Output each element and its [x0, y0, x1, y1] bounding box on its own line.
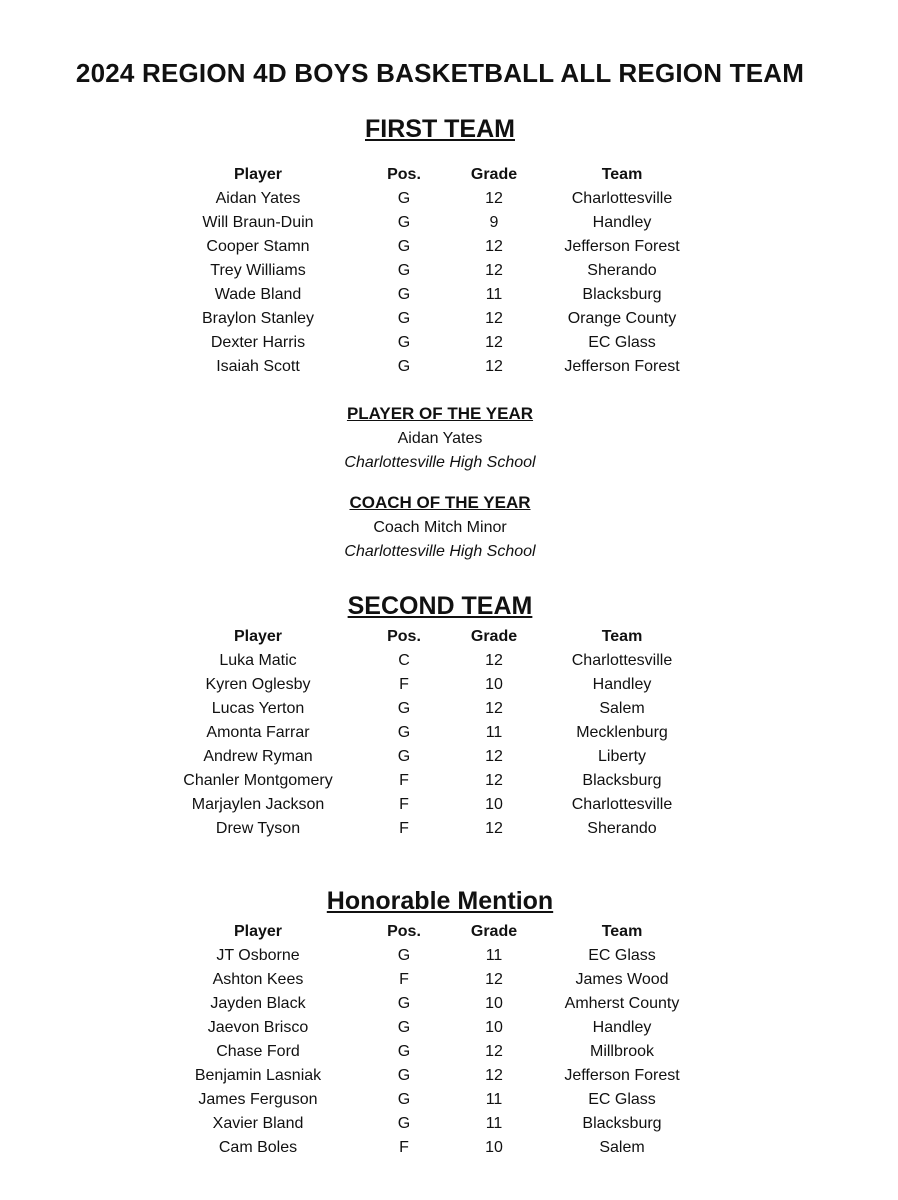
table-row	[0, 310, 898, 334]
player-team: Jefferson Forest	[564, 238, 680, 255]
player-grade: 12	[485, 971, 503, 988]
table-row	[0, 1115, 898, 1139]
player-position: G	[397, 238, 411, 255]
table-row	[0, 820, 898, 844]
player-position: G	[397, 1043, 411, 1060]
player-grade: 12	[485, 358, 503, 375]
player-grade: 12	[485, 1043, 503, 1060]
player-name: Luka Matic	[219, 652, 297, 669]
player-team: Mecklenburg	[576, 724, 668, 741]
player-name: Will Braun-Duin	[202, 214, 314, 231]
column-header-team: Team	[601, 166, 643, 183]
player-team: EC Glass	[588, 947, 656, 964]
player-position: G	[397, 995, 411, 1012]
player-name: Marjaylen Jackson	[191, 796, 325, 813]
second-team-table	[0, 628, 898, 844]
player-grade: 12	[485, 652, 503, 669]
player-grade: 12	[485, 820, 503, 837]
player-position: G	[397, 947, 411, 964]
table-row	[0, 995, 898, 1019]
second-team-heading: SECOND TEAM	[347, 592, 533, 620]
player-team: Sherando	[587, 262, 657, 279]
player-team: Millbrook	[589, 1043, 654, 1060]
player-grade: 12	[485, 1067, 503, 1084]
first-team-heading: FIRST TEAM	[365, 115, 515, 143]
player-grade: 10	[485, 1019, 503, 1036]
player-grade: 10	[485, 995, 503, 1012]
player-grade: 11	[485, 947, 503, 964]
player-name: Aidan Yates	[215, 190, 301, 207]
column-header-pos: Pos.	[387, 628, 421, 645]
column-header-pos: Pos.	[387, 923, 421, 940]
player-grade: 12	[485, 748, 503, 765]
player-name: Chanler Montgomery	[183, 772, 333, 789]
player-position: G	[397, 1019, 411, 1036]
player-position: F	[399, 971, 409, 988]
player-name: Braylon Stanley	[201, 310, 315, 327]
column-header-grade: Grade	[470, 923, 518, 940]
table-row	[0, 1067, 898, 1091]
column-header-pos: Pos.	[387, 166, 421, 183]
player-name: Trey Williams	[210, 262, 306, 279]
player-grade: 11	[485, 286, 503, 303]
player-team: Blacksburg	[582, 1115, 662, 1132]
player-team: James Wood	[575, 971, 669, 988]
player-grade: 10	[485, 796, 503, 813]
player-grade: 10	[485, 676, 503, 693]
player-position: F	[399, 772, 409, 789]
player-team: Liberty	[597, 748, 647, 765]
player-team: Handley	[592, 214, 652, 231]
player-team: Salem	[599, 1139, 645, 1156]
player-team: Handley	[592, 1019, 652, 1036]
player-position: G	[397, 358, 411, 375]
column-header-grade: Grade	[470, 166, 518, 183]
column-header-player: Player	[233, 923, 283, 940]
player-team: Sherando	[587, 820, 657, 837]
player-position: F	[399, 676, 409, 693]
player-position: C	[398, 652, 410, 669]
table-row	[0, 238, 898, 262]
player-position: G	[397, 286, 411, 303]
player-of-year-school: Charlottesville High School	[344, 454, 536, 471]
player-position: G	[397, 1067, 411, 1084]
player-position: G	[397, 310, 411, 327]
player-grade: 12	[485, 772, 503, 789]
player-grade: 10	[485, 1139, 503, 1156]
honorable-mention-heading: Honorable Mention	[326, 887, 554, 915]
player-team: EC Glass	[588, 334, 656, 351]
player-grade: 11	[485, 1115, 503, 1132]
player-team: Orange County	[567, 310, 677, 327]
player-name: Cam Boles	[218, 1139, 298, 1156]
player-team: Salem	[599, 700, 645, 717]
player-position: F	[399, 820, 409, 837]
player-name: Kyren Oglesby	[205, 676, 311, 693]
player-position: F	[399, 796, 409, 813]
player-name: Amonta Farrar	[206, 724, 310, 741]
player-team: Handley	[592, 676, 652, 693]
table-row	[0, 947, 898, 971]
player-position: G	[397, 748, 411, 765]
player-position: F	[399, 1139, 409, 1156]
player-grade: 11	[485, 1091, 503, 1108]
honorable-mention-table	[0, 923, 898, 1163]
player-grade: 12	[485, 310, 503, 327]
page-title: 2024 REGION 4D BOYS BASKETBALL ALL REGION TEAM	[75, 58, 805, 88]
table-row	[0, 676, 898, 700]
player-team: Blacksburg	[582, 286, 662, 303]
table-header	[0, 166, 898, 190]
player-position: G	[397, 1115, 411, 1132]
player-team: Charlottesville	[571, 652, 673, 669]
table-row	[0, 1043, 898, 1067]
table-row	[0, 334, 898, 358]
table-row	[0, 652, 898, 676]
column-header-team: Team	[601, 628, 643, 645]
player-team: Jefferson Forest	[564, 358, 680, 375]
table-row	[0, 700, 898, 724]
table-header	[0, 628, 898, 652]
player-position: G	[397, 334, 411, 351]
player-name: JT Osborne	[216, 947, 300, 964]
player-team: Jefferson Forest	[564, 1067, 680, 1084]
table-header	[0, 923, 898, 947]
player-team: Charlottesville	[571, 190, 673, 207]
table-row	[0, 772, 898, 796]
player-grade: 12	[485, 238, 503, 255]
player-name: Xavier Bland	[212, 1115, 304, 1132]
coach-of-year-heading: COACH OF THE YEAR	[349, 493, 531, 512]
player-name: Lucas Yerton	[211, 700, 305, 717]
player-name: Andrew Ryman	[203, 748, 313, 765]
player-position: G	[397, 1091, 411, 1108]
player-name: Dexter Harris	[210, 334, 306, 351]
table-row	[0, 748, 898, 772]
table-row	[0, 796, 898, 820]
player-grade: 12	[485, 190, 503, 207]
player-grade: 12	[485, 334, 503, 351]
player-name: James Ferguson	[198, 1091, 318, 1108]
player-position: G	[397, 700, 411, 717]
column-header-team: Team	[601, 923, 643, 940]
player-name: Cooper Stamn	[206, 238, 310, 255]
player-name: Chase Ford	[216, 1043, 300, 1060]
player-team: Blacksburg	[582, 772, 662, 789]
player-name: Wade Bland	[214, 286, 302, 303]
player-name: Jaevon Brisco	[207, 1019, 309, 1036]
player-position: G	[397, 262, 411, 279]
column-header-grade: Grade	[470, 628, 518, 645]
column-header-player: Player	[233, 166, 283, 183]
player-name: Jayden Black	[210, 995, 306, 1012]
player-name: Drew Tyson	[215, 820, 301, 837]
coach-of-year-name: Coach Mitch Minor	[373, 519, 507, 536]
player-name: Ashton Kees	[212, 971, 304, 988]
player-team: EC Glass	[588, 1091, 656, 1108]
first-team-table	[0, 166, 898, 382]
player-grade: 9	[489, 214, 499, 231]
player-name: Benjamin Lasniak	[194, 1067, 322, 1084]
coach-of-year-school: Charlottesville High School	[344, 543, 536, 560]
table-row	[0, 1091, 898, 1115]
player-team: Charlottesville	[571, 796, 673, 813]
player-position: G	[397, 724, 411, 741]
player-name: Isaiah Scott	[216, 358, 300, 375]
player-grade: 12	[485, 700, 503, 717]
player-of-year-heading: PLAYER OF THE YEAR	[346, 404, 534, 423]
column-header-player: Player	[233, 628, 283, 645]
player-grade: 12	[485, 262, 503, 279]
table-row	[0, 971, 898, 995]
player-position: G	[397, 190, 411, 207]
table-row	[0, 1019, 898, 1043]
table-row	[0, 190, 898, 214]
table-row	[0, 358, 898, 382]
player-team: Amherst County	[564, 995, 680, 1012]
table-row	[0, 724, 898, 748]
player-grade: 11	[485, 724, 503, 741]
player-of-year-name: Aidan Yates	[397, 430, 483, 447]
table-row	[0, 262, 898, 286]
table-row	[0, 214, 898, 238]
table-row	[0, 1139, 898, 1163]
player-position: G	[397, 214, 411, 231]
table-row	[0, 286, 898, 310]
